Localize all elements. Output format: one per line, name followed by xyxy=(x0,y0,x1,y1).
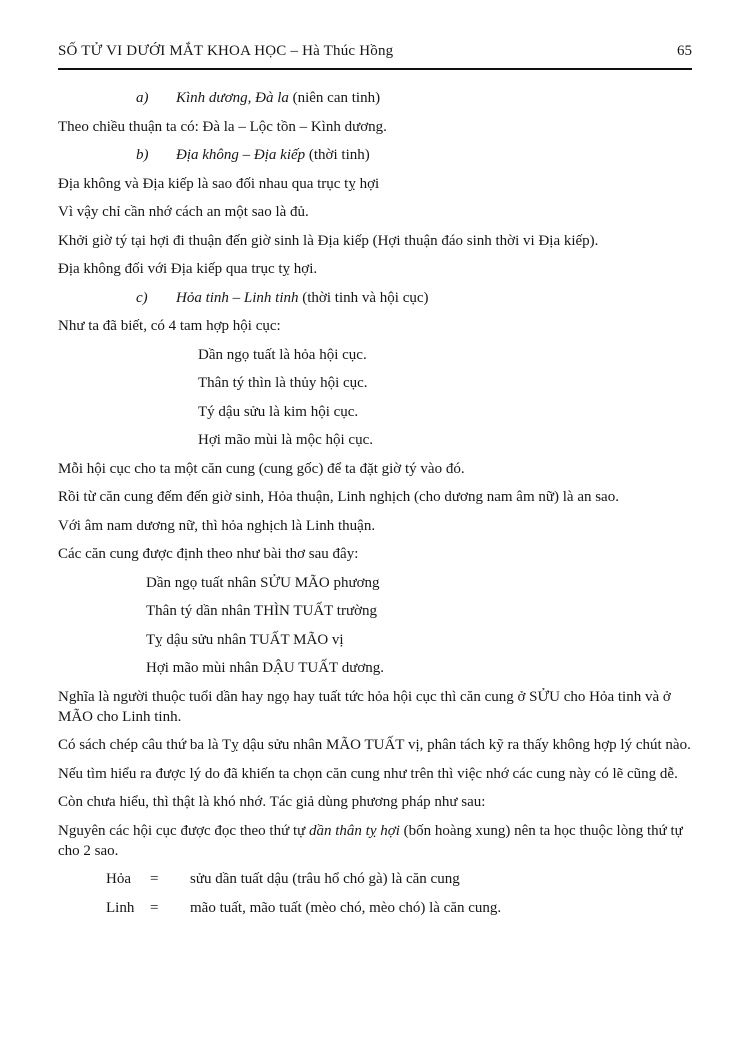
book-title: SỐ TỬ VI DƯỚI MẮT KHOA HỌC – Hà Thúc Hồng xyxy=(58,43,394,59)
can-cung-poem xyxy=(58,573,692,679)
heading-c-label: c) xyxy=(136,289,148,306)
hoi-cuc-list xyxy=(58,345,692,451)
definition-hoa-label: Hỏa xyxy=(106,871,131,887)
heading-a-note: (niên can tinh) xyxy=(288,90,381,106)
heading-b-label: b) xyxy=(136,147,149,163)
list-item: Dần ngọ tuất là hỏa hội cục. xyxy=(198,346,367,363)
page-content xyxy=(58,70,692,918)
paragraph: Có sách chép câu thứ ba là Tỵ dậu sửu nhân MÃO TUẤT vị, phân tách kỹ ra thấy không hợp lý chút nào. xyxy=(58,737,691,753)
heading-b-title: Địa không – Địa kiếp xyxy=(176,147,306,163)
heading-b xyxy=(58,145,692,165)
paragraph: Địa không đối với Địa kiếp qua trục tỵ hợi. xyxy=(58,261,318,277)
paragraph: Với âm nam dương nữ, thì hỏa nghịch là Linh thuận. xyxy=(58,517,376,534)
definition-linh xyxy=(58,898,692,918)
paragraph: Theo chiều thuận ta có: Đà la – Lộc tồn – Kình dương. xyxy=(58,118,387,135)
poem-line: Tỵ dậu sửu nhân TUẤT MÃO vị xyxy=(146,631,344,648)
list-item: Thân tý thìn là thủy hội cục. xyxy=(198,375,368,391)
heading-c xyxy=(58,288,692,308)
method-post: (bốn hoàng xung) nên ta học thuộc lòng thứ tự cho 2 sao. xyxy=(58,822,683,859)
paragraph: Còn chưa hiểu, thì thật là khó nhớ. Tác giả dùng phương pháp như sau: xyxy=(58,794,486,810)
heading-a-title: Kình dương, Đà la xyxy=(176,90,289,106)
paragraph: Các căn cung được định theo như bài thơ sau đây: xyxy=(58,546,359,562)
paragraph: Địa không và Địa kiếp là sao đối nhau qua trục tỵ hợi xyxy=(58,175,380,192)
list-item: Hợi mão mùi là mộc hội cục. xyxy=(198,432,373,448)
list-item: Tý dậu sửu là kim hội cục. xyxy=(198,403,359,420)
definition-hoa-text: sửu dần tuất dậu (trâu hổ chó gà) là căn cung xyxy=(190,871,460,887)
paragraph: Vì vậy chỉ cần nhớ cách an một sao là đủ. xyxy=(58,204,309,220)
definition-linh-text: mão tuất, mão tuất (mèo chó, mèo chó) là căn cung. xyxy=(190,899,502,916)
poem-line: Thân tý dần nhân THÌN TUẤT trường xyxy=(146,603,378,619)
paragraph: Rồi từ căn cung đếm đến giờ sinh, Hỏa thuận, Linh nghịch (cho dương nam âm nữ) là an sao. xyxy=(58,489,619,505)
heading-a-label: a) xyxy=(136,90,149,106)
page-number: 65 xyxy=(677,43,692,59)
heading-c-note: (thời tinh và hội cục) xyxy=(298,289,429,306)
heading-a xyxy=(58,88,692,108)
page-header xyxy=(58,42,692,70)
method-pre: Nguyên các hội cục được đọc theo thứ tự xyxy=(58,822,309,839)
paragraph: Nghĩa là người thuộc tuổi dần hay ngọ hay tuất tức hỏa hội cục thì căn cung ở SỬU cho Hỏa tinh và ở MÃO cho Linh tinh. xyxy=(58,688,671,725)
heading-b-note: (thời tinh) xyxy=(305,147,370,163)
heading-c-title: Hỏa tinh – Linh tinh xyxy=(176,289,299,306)
poem-line: Hợi mão mùi nhân DẬU TUẤT dương. xyxy=(146,660,385,676)
paragraph-method xyxy=(58,821,692,861)
paragraph: Nếu tìm hiểu ra được lý do đã khiến ta chọn căn cung như trên thì việc nhớ các cung này có lẽ cũng dễ. xyxy=(58,765,678,782)
paragraph: Khởi giờ tý tại hợi đi thuận đến giờ sinh là Địa kiếp (Hợi thuận đáo sinh thời vi Địa kiếp). xyxy=(58,232,599,249)
definition-linh-label: Linh xyxy=(106,899,135,916)
equals-sign: = xyxy=(150,899,159,916)
poem-line: Dần ngọ tuất nhân SỬU MÃO phương xyxy=(146,574,380,591)
paragraph: Mỗi hội cục cho ta một căn cung (cung gốc) để ta đặt giờ tý vào đó. xyxy=(58,460,465,477)
definition-hoa xyxy=(58,869,692,889)
equals-sign: = xyxy=(150,871,159,887)
method-italic: dần thân tỵ hợi xyxy=(309,822,400,839)
paragraph: Như ta đã biết, có 4 tam hợp hội cục: xyxy=(58,318,281,334)
